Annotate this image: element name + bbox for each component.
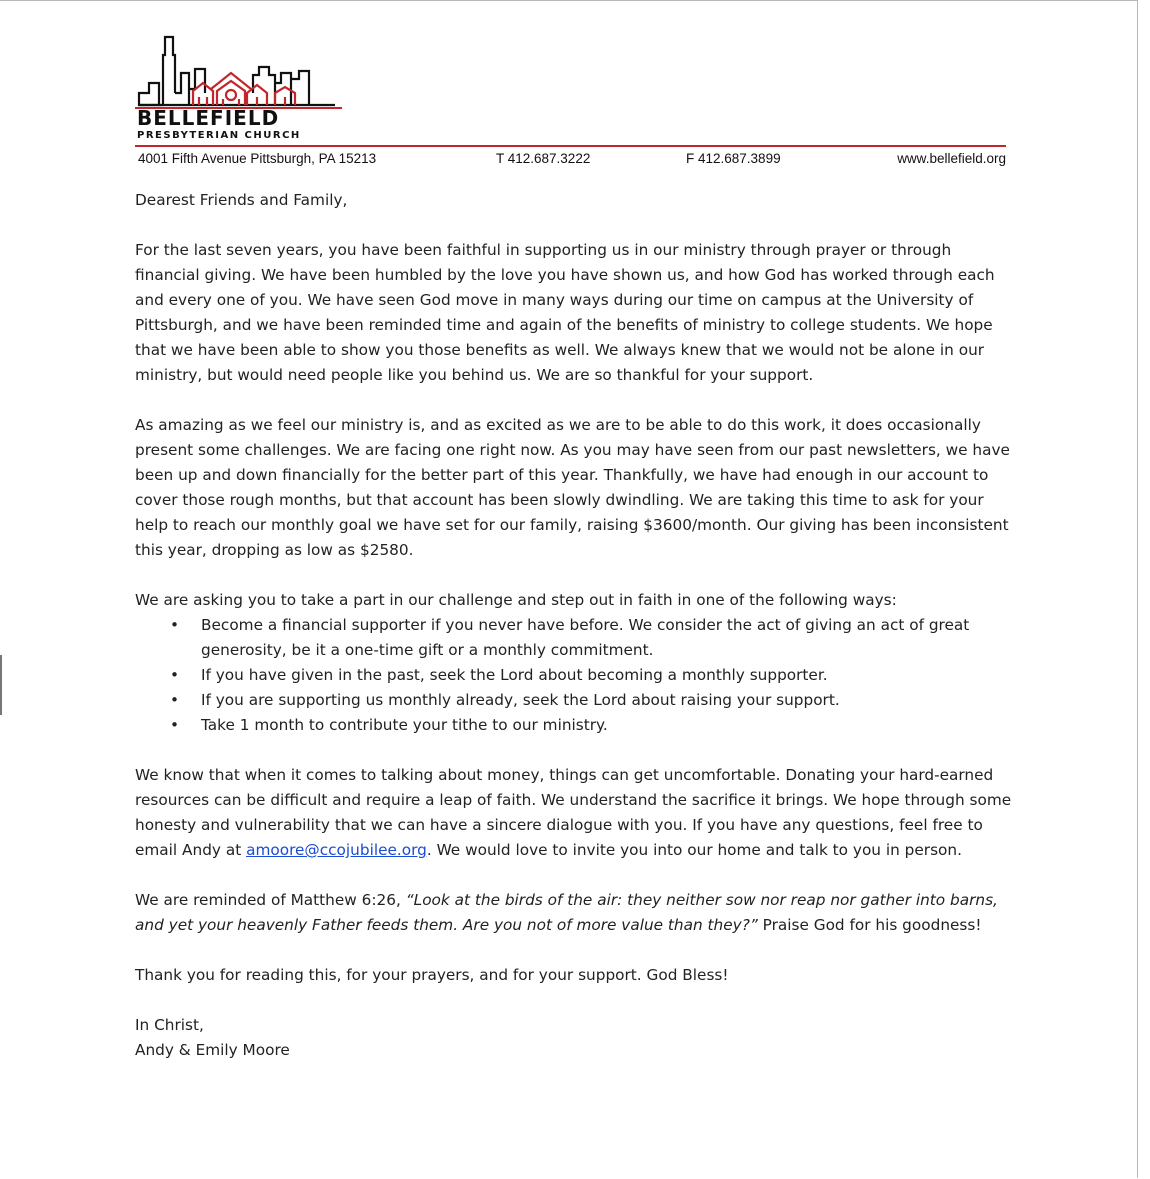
paragraph-text: . We would love to invite you into our home and talk to you in person. <box>426 841 962 859</box>
church-skyline-logo-icon <box>135 33 345 111</box>
ways-to-help-list <box>135 613 1015 738</box>
letter-body <box>135 188 1015 1063</box>
paragraph-challenge: As amazing as we feel our ministry is, and as excited as we are to be able to do this work, it does occasionally present some challenges. We are facing one right now. As you may have seen from our past newsletters, we have been up and down financially for the better part of this year. Thankfully, we have had enough in our account to cover those rough months, but that account has been slowly dwindling. We are taking this time to ask for your help to reach our monthly goal we have set for our family, raising $3600/month. Our giving has been inconsistent this year, dropping as low as $2580. <box>135 416 1010 559</box>
church-fax: F 412.687.3899 <box>686 151 781 166</box>
bullet-icon: • <box>170 616 180 634</box>
list-item <box>170 688 1015 713</box>
list-intro: We are asking you to take a part in our challenge and step out in faith in one of the following ways: <box>135 591 897 609</box>
list-item-text: Take 1 month to contribute your tithe to our ministry. <box>201 716 608 734</box>
paragraph-text: We know that when it comes to talking about money, things can get uncomfortable. Donating your hard-earned resources can be difficult and require a leap of faith. We understand the sacrifice it brings. We hope through some honesty and vulnerability that we can have a sincere dialogue with you. If you have any questions, feel free to email Andy at <box>135 766 1012 859</box>
scripture-quote: “Look at the birds of the air: they neither sow nor reap nor gather into barns, and yet your heavenly Father feeds them. Are you not of more value than they?” <box>135 891 998 934</box>
church-subtitle: PRESBYTERIAN CHURCH <box>137 130 301 141</box>
list-item <box>170 613 1015 663</box>
paragraph-text: Praise God for his goodness! <box>757 916 982 934</box>
bullet-icon: • <box>170 716 180 734</box>
church-website: www.bellefield.org <box>897 151 1006 166</box>
paragraph-scripture <box>135 888 1015 938</box>
list-item-text: Become a financial supporter if you never have before. We consider the act of giving an act of great generosity, be it a one-time gift or a monthly commitment. <box>201 616 970 659</box>
bullet-icon: • <box>170 666 180 684</box>
closing: In Christ, <box>135 1016 204 1034</box>
list-item-text: If you have given in the past, seek the Lord about becoming a monthly supporter. <box>201 666 828 684</box>
greeting: Dearest Friends and Family, <box>135 191 348 209</box>
paragraph-thanks: Thank you for reading this, for your prayers, and for your support. God Bless! <box>135 966 729 984</box>
church-address: 4001 Fifth Avenue Pittsburgh, PA 15213 <box>138 151 377 166</box>
signature: Andy & Emily Moore <box>135 1041 290 1059</box>
margin-marker <box>0 655 2 715</box>
paragraph-money-talk <box>135 763 1015 863</box>
letterhead <box>135 33 1006 169</box>
paragraph-support-thanks: For the last seven years, you have been faithful in supporting us in our ministry through prayer or through financial giving. We have been humbled by the love you have shown us, and how God has worked through each and every one of you. We have seen God move in many ways during our time on campus at the University of Pittsburgh, and we have been reminded time and again of the benefits of ministry to college students. We hope that we have been able to show you those benefits as well. We always knew that we would not be alone in our ministry, but would need people like you behind us. We are so thankful for your support. <box>135 241 995 384</box>
church-phone: T 412.687.3222 <box>496 151 591 166</box>
contact-row <box>138 150 1006 168</box>
list-item <box>170 663 1015 688</box>
email-link[interactable]: amoore@ccojubilee.org <box>246 841 427 859</box>
list-item-text: If you are supporting us monthly already, seek the Lord about raising your support. <box>201 691 840 709</box>
list-item <box>170 713 1015 738</box>
church-name: BELLEFIELD <box>137 106 280 130</box>
bullet-icon: • <box>170 691 180 709</box>
paragraph-text: We are reminded of Matthew 6:26, <box>135 891 406 909</box>
letterhead-rule <box>135 145 1006 147</box>
